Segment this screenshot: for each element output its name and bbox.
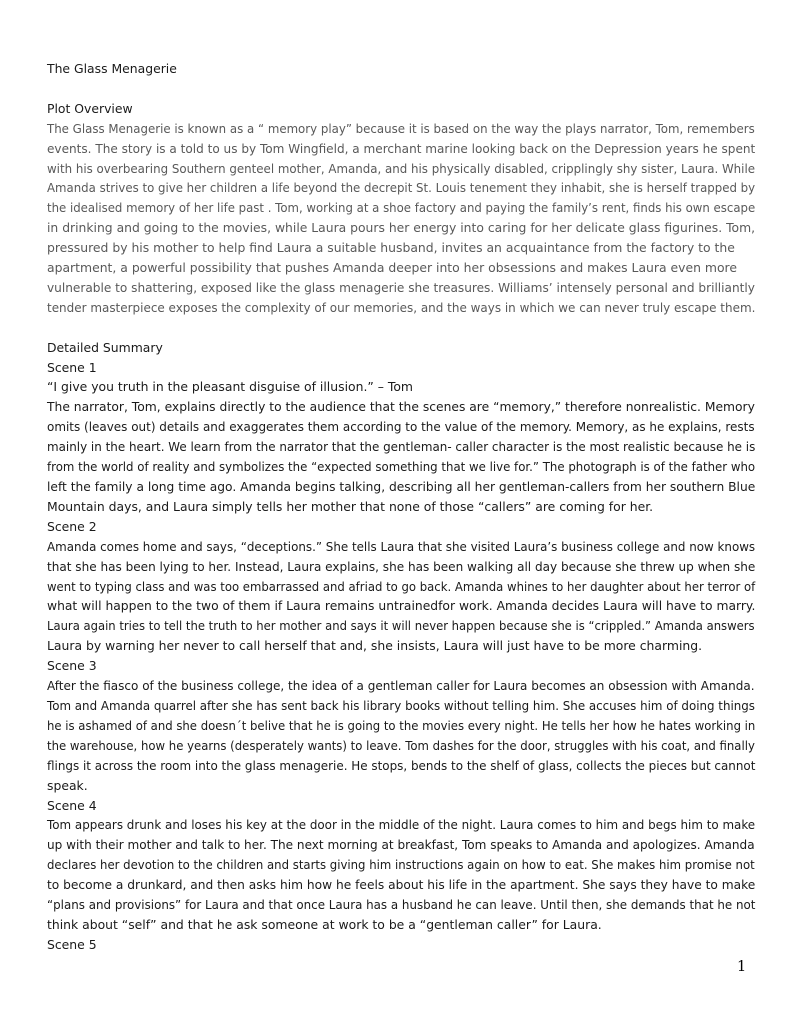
text-line: up with their mother and talk to her. The next morning at breakfast, Tom speaks to Amanda and apologizes. Amanda <box>47 837 755 853</box>
text-line: After the fiasco of the business college, the idea of a gentleman caller for Laura becomes an obsession with Amanda. <box>47 678 755 694</box>
scene-4-section <box>47 796 755 935</box>
scene-quote: “I give you truth in the pleasant disguise of illusion.” – Tom <box>47 379 413 395</box>
text-line: flings it across the room into the glass menagerie. He stops, bends to the shelf of glass, collects the pieces but cannot <box>47 757 756 773</box>
text-line: vulnerable to shattering, exposed like the glass menagerie she treasures. Williams’ intensely personal and brilliantly <box>47 279 755 295</box>
scene-heading: Scene 5 <box>47 936 97 952</box>
text-line: to become a drunkard, and then asks him how he feels about his life in the apartment. She says they have to make <box>47 877 756 893</box>
text-line: mainly in the heart. We learn from the narrator that the gentleman- caller character is the most realistic because he is <box>47 439 756 455</box>
text-line: left the family a long time ago. Amanda begins talking, describing all her gentleman-callers from her southern Blue <box>47 479 756 494</box>
text-line: Amanda strives to give her children a life beyond the decrepit St. Louis tenement they inhabit, she is herself trapped by <box>47 180 756 196</box>
text-line: tender masterpiece exposes the complexity of our memories, and the ways in which we can never truly escape them. <box>47 299 756 315</box>
spacer <box>47 318 755 338</box>
text-line: The narrator, Tom, explains directly to the audience that the scenes are “memory,” therefore nonrealistic. Memory <box>47 399 755 415</box>
text-line: Laura by warning her never to call herself that and, she insists, Laura will just have to be more charming. <box>47 638 703 654</box>
text-line: speak. <box>47 777 88 793</box>
text-line: Mountain days, and Laura simply tells her mother that none of those “callers” are coming for her. <box>47 498 654 514</box>
spacer <box>47 79 755 99</box>
text-line: apartment, a powerful possibility that pushes Amanda deeper into her obsessions and makes Laura even more <box>47 260 737 276</box>
scene-heading: Scene 1 <box>47 359 97 375</box>
text-line: Tom appears drunk and loses his key at the door in the middle of the night. Laura comes to him and begs him to make <box>47 817 756 833</box>
text-line: omits (leaves out) details and exaggerates them according to the value of the memory. Memory, as he explains, rests <box>47 419 755 435</box>
detailed-summary-heading: Detailed Summary <box>47 339 163 355</box>
scene-heading: Scene 2 <box>47 518 97 534</box>
text-line: “plans and provisions” for Laura and that once Laura has a husband he can leave. Until then, she demands that he not <box>47 897 756 913</box>
text-line: the idealised memory of her life past . Tom, working at a shoe factory and paying the family’s rent, finds his own escape <box>47 200 756 216</box>
text-line: that she has been lying to her. Instead, Laura explains, she has been walking all day because she threw up when she <box>47 558 756 574</box>
text-line: he is ashamed of and she doesn´t belive that he is going to the movies every night. He tells her how he hates working in <box>47 717 756 733</box>
document-title: The Glass Menagerie <box>47 61 177 76</box>
scene-1-section <box>47 358 755 517</box>
page-number: 1 <box>737 959 747 975</box>
plot-overview-paragraph <box>47 119 755 318</box>
document-page <box>47 59 755 955</box>
scene-5-section <box>47 935 755 955</box>
text-line: Tom and Amanda quarrel after she has sent back his library books without telling him. She accuses him of doing things <box>47 697 755 713</box>
scene-heading: Scene 3 <box>47 658 97 674</box>
text-line: with his overbearing Southern genteel mother, Amanda, and his physically disabled, cripplingly shy sister, Laura. While <box>47 160 756 176</box>
scene-2-section <box>47 517 755 656</box>
plot-overview-heading: Plot Overview <box>47 100 133 116</box>
text-line: declares her devotion to the children and starts giving him instructions again on how to eat. She makes him promise not <box>47 857 755 873</box>
text-line: what will happen to the two of them if Laura remains untrainedfor work. Amanda decides Laura will have to marry. <box>47 598 756 614</box>
text-line: Amanda comes home and says, “deceptions.” She tells Laura that she visited Laura’s business college and now knows <box>47 538 756 554</box>
text-line: events. The story is a told to us by Tom Wingfield, a merchant marine looking back on the Depression years he spent <box>47 140 756 156</box>
text-line: The Glass Menagerie is known as a “ memory play” because it is based on the way the plays narrator, Tom, remembers <box>47 120 755 136</box>
scene-heading: Scene 4 <box>47 797 97 813</box>
text-line: in drinking and going to the movies, while Laura pours her energy into caring for her delicate glass figurines. Tom, <box>47 220 756 236</box>
text-line: went to typing class and was too embarrassed and afriad to go back. Amanda whines to her daughter about her terror of <box>47 578 756 594</box>
text-line: think about “self” and that he ask someone at work to be a “gentleman caller” for Laura. <box>47 916 602 932</box>
text-line: from the world of reality and symbolizes the “expected something that we live for.” The photograph is of the father who <box>47 459 756 475</box>
scene-3-section <box>47 656 755 795</box>
text-line: Laura again tries to tell the truth to her mother and says it will never happen because she is “crippled.” Amanda answers <box>47 618 755 634</box>
text-line: the warehouse, how he yearns (desperately wants) to leave. Tom dashes for the door, struggles with his coat, and finally <box>47 737 755 753</box>
text-line: pressured by his mother to help find Laura a suitable husband, invites an acquaintance from the factory to the <box>47 240 735 256</box>
